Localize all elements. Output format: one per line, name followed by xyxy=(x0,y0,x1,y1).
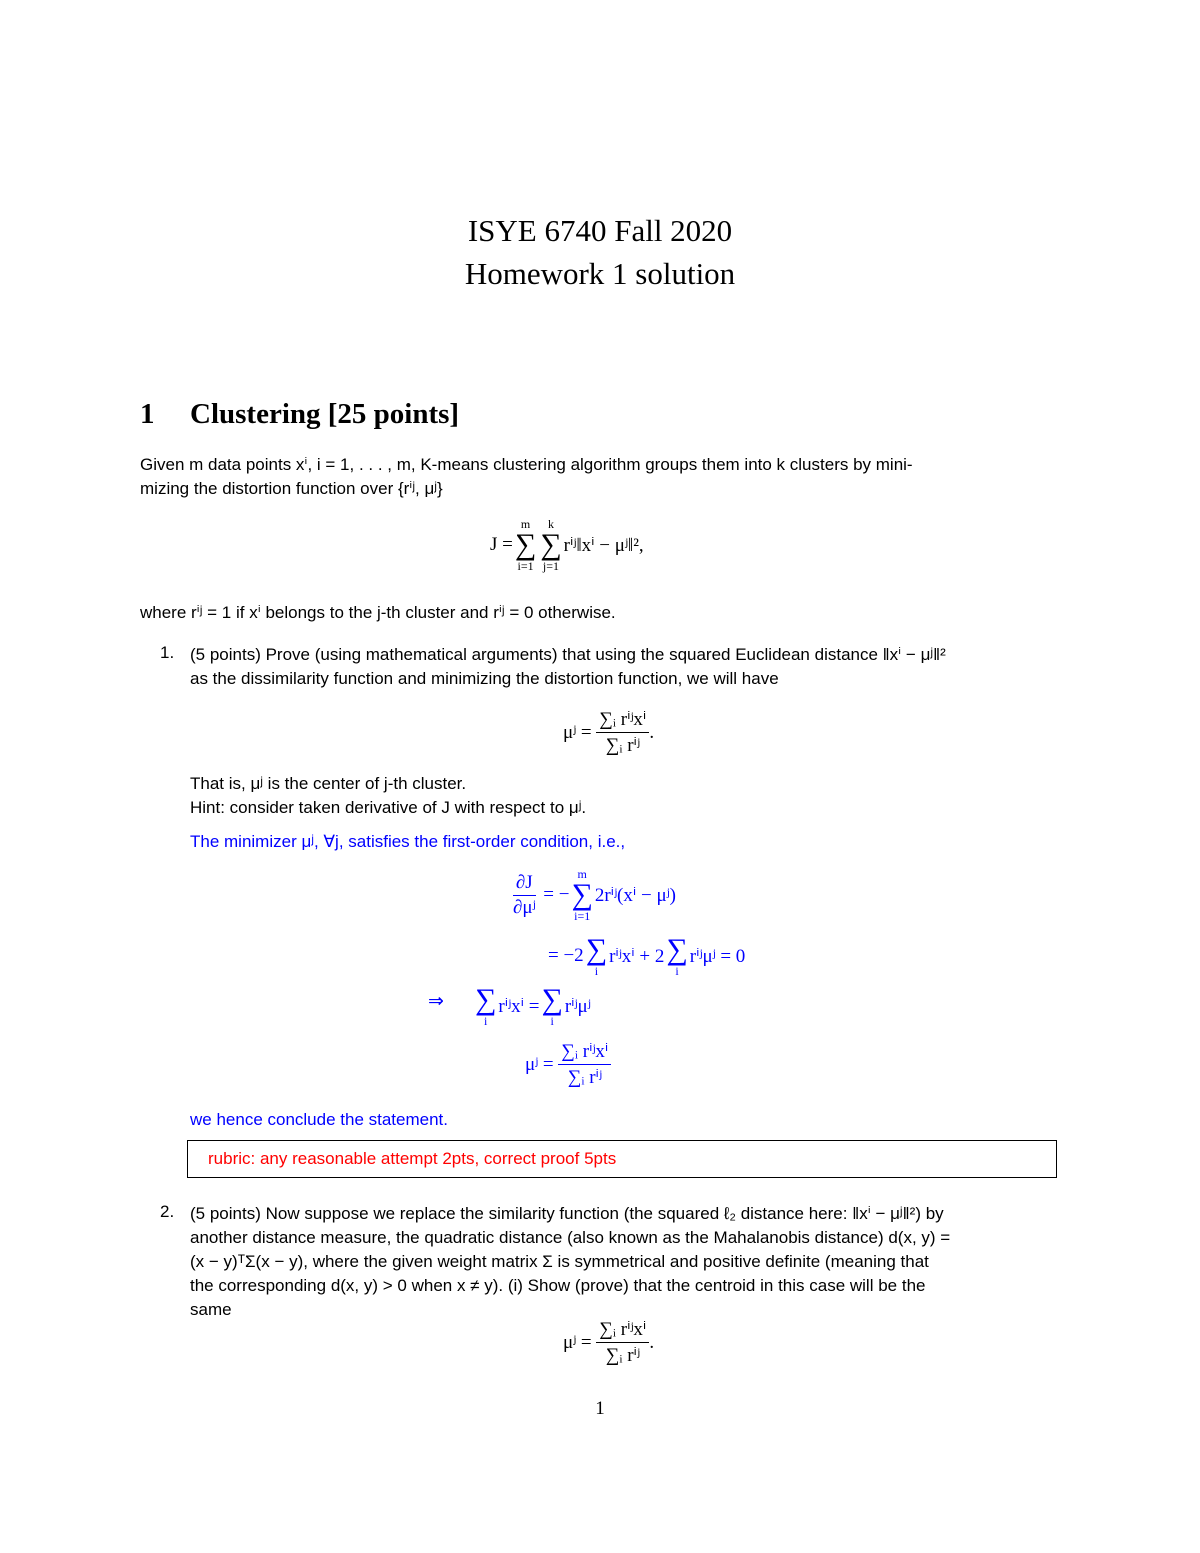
derivative-denominator: ∂μʲ xyxy=(513,896,536,918)
rubric-text: rubric: any reasonable attempt 2pts, correct proof 5pts xyxy=(208,1149,617,1168)
mu-period: . xyxy=(649,721,655,743)
implies-arrow: ⇒ xyxy=(428,991,444,1012)
sigma-icon: ∑ xyxy=(475,983,497,1016)
q2-statement xyxy=(190,1202,1070,1322)
q1-that-is xyxy=(190,772,1070,820)
derivation-line-2 xyxy=(548,935,745,977)
sum-lower-limit: i xyxy=(484,1014,488,1028)
q1-line-1: (5 points) Prove (using mathematical arguments) that using the squared Euclidean distance ‖xⁱ − μʲ‖² xyxy=(190,645,946,664)
document-subtitle: Homework 1 solution xyxy=(464,256,736,291)
sum-lower-limit: i=1 xyxy=(574,909,591,923)
derivation-line-4 xyxy=(525,1040,611,1089)
mu-fraction xyxy=(596,1318,649,1367)
sum-over-i xyxy=(586,935,607,977)
derivative-numerator: ∂J xyxy=(513,872,536,896)
q2-line-4: the corresponding d(x, y) > 0 when x ≠ y). (i) Show (prove) that the centroid in this case will be the xyxy=(190,1276,926,1295)
mu-lhs: μʲ = xyxy=(525,1053,554,1075)
sigma-icon: ∑ xyxy=(514,528,537,561)
derivation-end: rⁱʲμʲ = 0 xyxy=(689,945,746,967)
mu-fraction xyxy=(596,708,649,757)
document-title: ISYE 6740 Fall 2020 xyxy=(467,213,733,248)
mu-period: . xyxy=(649,1331,655,1353)
derivation-mid: rⁱʲxⁱ + 2 xyxy=(609,945,665,967)
derivation-body: 2rⁱʲ(xⁱ − μʲ) xyxy=(594,884,676,906)
sum-lower-limit: i xyxy=(594,964,599,978)
sum-over-j xyxy=(540,518,561,572)
sigma-icon: ∑ xyxy=(571,878,593,911)
sum-upper-limit: m xyxy=(520,517,531,531)
mu-lhs: μʲ = xyxy=(563,1331,592,1353)
q2-line-2: another distance measure, the quadratic distance (also known as the Mahalanobis distance) d(x, y) = xyxy=(190,1228,951,1247)
hint-line: Hint: consider taken derivative of J with respect to μʲ. xyxy=(190,798,587,817)
derivation-end: rⁱʲμʲ xyxy=(564,995,591,1017)
mu-equation-2 xyxy=(563,1318,654,1367)
mu-lhs: μʲ = xyxy=(563,721,592,743)
sum-over-i xyxy=(666,935,687,977)
distortion-lhs: J = xyxy=(490,534,513,555)
q1-number: 1. xyxy=(160,643,175,662)
answer-intro: The minimizer μʲ, ∀j, satisfies the first-order condition, i.e., xyxy=(190,832,626,851)
sum-lower-limit: i xyxy=(550,1014,554,1028)
intro-line-1: Given m data points xⁱ, i = 1, . . . , m, K-means clustering algorithm groups them into k clusters by mini- xyxy=(140,455,913,474)
mu-equation-1 xyxy=(563,708,654,757)
sigma-icon: ∑ xyxy=(541,983,563,1016)
intro-line-2: mizing the distortion function over {rⁱʲ, μʲ} xyxy=(140,479,443,498)
derivation-line-3 xyxy=(473,985,591,1027)
mu-numerator: ∑ᵢ rⁱʲxⁱ xyxy=(558,1040,611,1065)
mu-denominator: ∑ᵢ rⁱʲ xyxy=(605,1345,640,1366)
section-number: 1 xyxy=(140,398,155,430)
page-number: 1 xyxy=(595,1398,605,1419)
mu-numerator: ∑ᵢ rⁱʲxⁱ xyxy=(596,1318,649,1343)
intro-paragraph xyxy=(140,453,1060,501)
mu-denominator: ∑ᵢ rⁱʲ xyxy=(567,1067,602,1088)
derivation-pre: = −2 xyxy=(548,945,584,966)
sigma-icon: ∑ xyxy=(585,933,608,966)
section-title: Clustering [25 points] xyxy=(190,398,460,430)
sum-over-i xyxy=(571,868,592,922)
that-is-line: That is, μʲ is the center of j-th cluster. xyxy=(190,774,467,793)
q2-line-1: (5 points) Now suppose we replace the similarity function (the squared ℓ₂ distance here: ‖xⁱ − μʲ‖²) by xyxy=(190,1204,944,1223)
sum-lower-limit: i xyxy=(675,964,679,978)
q2-number: 2. xyxy=(160,1202,175,1221)
distortion-body: rⁱʲ‖xⁱ − μʲ‖², xyxy=(563,534,644,556)
rubric-box xyxy=(187,1140,1057,1178)
sum-lower-limit: i=1 xyxy=(517,559,534,573)
mu-fraction xyxy=(558,1040,611,1089)
where-line: where rⁱʲ = 1 if xⁱ belongs to the j-th cluster and rⁱʲ = 0 otherwise. xyxy=(140,603,616,622)
derivation-mid: rⁱʲxⁱ = xyxy=(498,995,540,1017)
sigma-icon: ∑ xyxy=(540,528,562,561)
neg-equals: = − xyxy=(543,884,570,905)
sum-lower-limit: j=1 xyxy=(542,559,559,573)
derivation-line-1 xyxy=(510,868,676,922)
q2-line-3: (x − y)ᵀΣ(x − y), where the given weight matrix Σ is symmetrical and positive definite (meaning that xyxy=(190,1252,929,1271)
sum-over-i xyxy=(515,518,536,572)
q1-line-2: as the dissimilarity function and minimizing the distortion function, we will have xyxy=(190,669,779,688)
sum-over-i xyxy=(541,985,562,1027)
sum-upper-limit: k xyxy=(547,517,554,531)
sum-over-i xyxy=(475,985,496,1027)
sigma-icon: ∑ xyxy=(666,933,688,966)
sum-upper-limit: m xyxy=(577,867,587,881)
mu-numerator: ∑ᵢ rⁱʲxⁱ xyxy=(596,708,649,733)
conclusion-line: we hence conclude the statement. xyxy=(190,1110,448,1129)
q1-statement xyxy=(190,643,1070,691)
derivative-fraction xyxy=(510,872,539,919)
distortion-equation xyxy=(490,518,644,572)
q2-line-5: same xyxy=(190,1300,232,1319)
mu-denominator: ∑ᵢ rⁱʲ xyxy=(605,735,640,756)
